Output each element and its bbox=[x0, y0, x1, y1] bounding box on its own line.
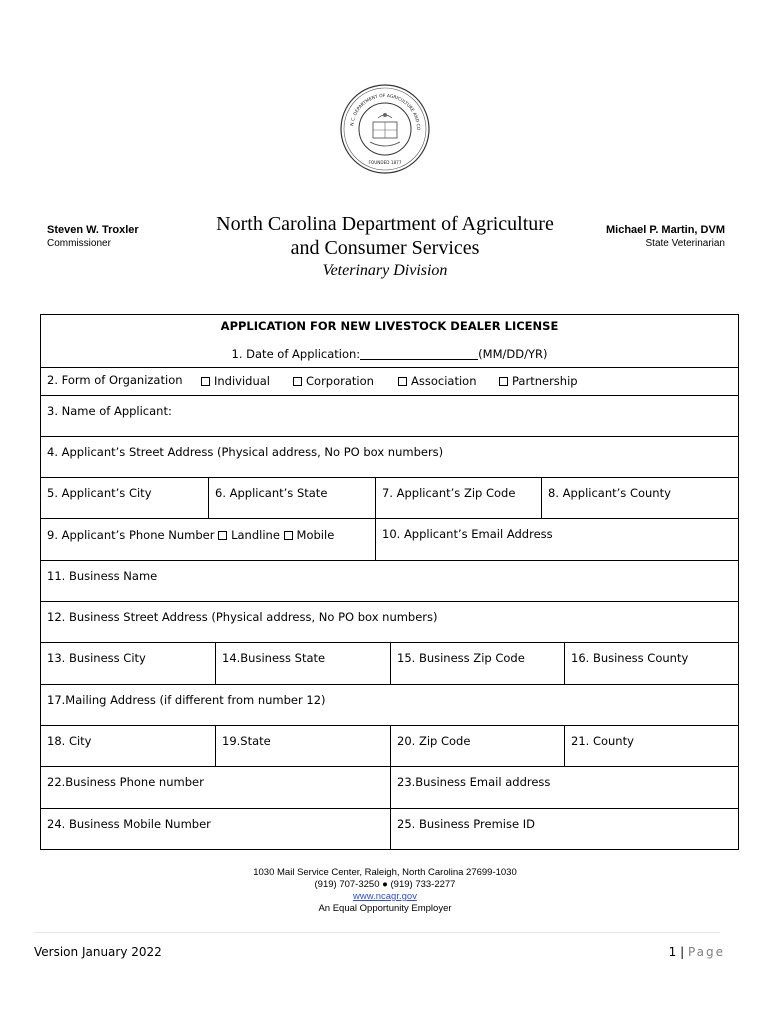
field-applicant-state[interactable]: 6. Applicant’s State bbox=[208, 478, 376, 518]
svg-text:FOUNDED 1877: FOUNDED 1877 bbox=[368, 160, 402, 165]
application-form bbox=[40, 314, 739, 850]
field-mailing-city[interactable]: 18. City bbox=[47, 734, 92, 748]
field-business-street-address[interactable]: 12. Business Street Address (Physical address, No PO box numbers) bbox=[41, 601, 738, 642]
field-applicant-email[interactable]: 10. Applicant’s Email Address bbox=[375, 519, 738, 560]
checkbox-association[interactable] bbox=[398, 377, 407, 386]
checkbox-corporation[interactable] bbox=[293, 377, 302, 386]
footer-phone: (919) 707-3250 ● (919) 733-2277 bbox=[314, 879, 456, 890]
footer-eeo: An Equal Opportunity Employer bbox=[318, 903, 452, 914]
form-of-organization-row bbox=[41, 367, 738, 395]
field-business-premise-id[interactable]: 25. Business Premise ID bbox=[390, 809, 738, 849]
department-seal bbox=[340, 84, 430, 174]
field-business-mobile[interactable]: 24. Business Mobile Number bbox=[47, 817, 211, 831]
organization-label: 2. Form of Organization bbox=[47, 373, 183, 387]
field-applicant-county[interactable]: 8. Applicant’s County bbox=[541, 478, 738, 518]
footer-address: 1030 Mail Service Center, Raleigh, North Carolina 27699-1030 bbox=[253, 867, 517, 878]
field-business-phone[interactable]: 22.Business Phone number bbox=[47, 775, 204, 789]
footer-website-link[interactable]: www.ncagr.gov bbox=[353, 891, 417, 902]
field-mailing-state[interactable]: 19.State bbox=[215, 726, 391, 766]
date-format: (MM/DD/YR) bbox=[478, 347, 548, 361]
field-business-state[interactable]: 14.Business State bbox=[215, 643, 391, 684]
option-association[interactable]: Association bbox=[398, 374, 476, 388]
date-label: 1. Date of Application: bbox=[231, 347, 361, 361]
version-label: Version January 2022 bbox=[34, 945, 162, 959]
state-veterinarian-block bbox=[606, 224, 725, 249]
form-title: APPLICATION FOR NEW LIVESTOCK DEALER LICENSE bbox=[220, 319, 559, 333]
field-name-of-applicant[interactable]: 3. Name of Applicant: bbox=[41, 395, 738, 436]
field-mailing-zip[interactable]: 20. Zip Code bbox=[390, 726, 565, 766]
option-corporation[interactable]: Corporation bbox=[293, 374, 374, 388]
checkbox-landline[interactable] bbox=[218, 531, 227, 540]
field-business-city[interactable]: 13. Business City bbox=[47, 651, 146, 665]
field-business-email[interactable]: 23.Business Email address bbox=[390, 767, 738, 808]
department-heading bbox=[190, 212, 580, 280]
commissioner-name: Steven W. Troxler bbox=[47, 224, 139, 236]
field-applicant-zip[interactable]: 7. Applicant’s Zip Code bbox=[375, 478, 542, 518]
checkbox-individual[interactable] bbox=[201, 377, 210, 386]
business-mobile-row bbox=[41, 808, 738, 849]
field-business-county[interactable]: 16. Business County bbox=[564, 643, 738, 684]
commissioner-block bbox=[47, 224, 139, 249]
field-applicant-city[interactable]: 5. Applicant’s City bbox=[47, 486, 152, 500]
page-number: 1 | Page bbox=[668, 945, 725, 959]
field-mailing-county[interactable]: 21. County bbox=[564, 726, 738, 766]
applicant-contact-row bbox=[41, 518, 738, 560]
field-applicant-phone[interactable]: 9. Applicant’s Phone Number Landline Mobile bbox=[47, 528, 335, 542]
field-business-zip[interactable]: 15. Business Zip Code bbox=[390, 643, 565, 684]
field-mailing-address[interactable]: 17.Mailing Address (if different from number 12) bbox=[41, 684, 738, 725]
date-blank[interactable] bbox=[360, 359, 478, 360]
business-location-row bbox=[41, 642, 738, 684]
option-partnership[interactable]: Partnership bbox=[499, 374, 578, 388]
department-name-line1: North Carolina Department of Agriculture bbox=[216, 213, 554, 235]
svg-text:N.C. DEPARTMENT OF AGRICULTURE: N.C. DEPARTMENT OF AGRICULTURE AND CO bbox=[350, 93, 421, 131]
veterinarian-title: State Veterinarian bbox=[645, 238, 725, 249]
form-title-row bbox=[41, 315, 738, 367]
option-individual[interactable]: Individual bbox=[201, 374, 270, 388]
veterinarian-name: Michael P. Martin, DVM bbox=[606, 224, 725, 236]
checkbox-mobile[interactable] bbox=[284, 531, 293, 540]
contact-footer bbox=[0, 867, 770, 915]
commissioner-title: Commissioner bbox=[47, 238, 111, 249]
business-contact-row bbox=[41, 766, 738, 808]
field-applicant-street-address[interactable]: 4. Applicant’s Street Address (Physical address, No PO box numbers) bbox=[41, 436, 738, 477]
applicant-location-row bbox=[41, 477, 738, 518]
footer-divider bbox=[34, 932, 720, 933]
date-of-application-field[interactable] bbox=[41, 347, 738, 361]
mailing-location-row bbox=[41, 725, 738, 766]
division-name: Veterinary Division bbox=[322, 262, 448, 279]
department-name-line2: and Consumer Services bbox=[290, 237, 480, 259]
checkbox-partnership[interactable] bbox=[499, 377, 508, 386]
field-business-name[interactable]: 11. Business Name bbox=[41, 560, 738, 601]
